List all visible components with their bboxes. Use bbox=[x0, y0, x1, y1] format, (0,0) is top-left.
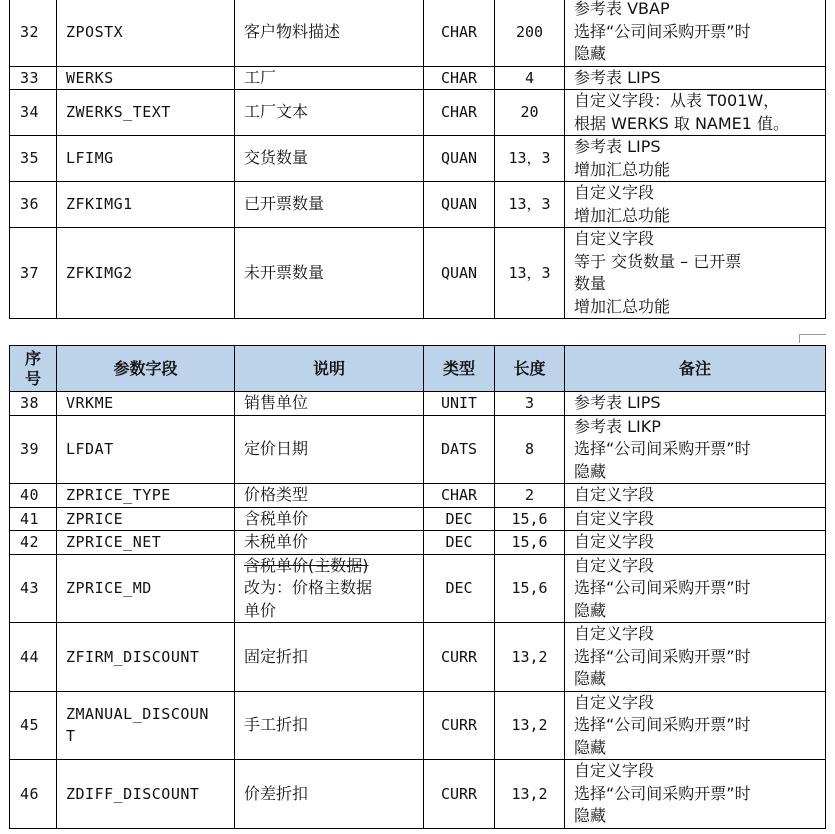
row-number: 35 bbox=[10, 136, 57, 182]
field-description bbox=[235, 760, 424, 829]
field-remark bbox=[565, 554, 826, 623]
field-name-line: ZMANUAL_DISCOUN bbox=[66, 704, 209, 723]
field-name bbox=[57, 691, 235, 760]
header-remark: 备注 bbox=[565, 346, 826, 392]
remark-line: 隐藏 bbox=[574, 44, 607, 63]
remark-line: 自定义字段 bbox=[574, 485, 655, 504]
field-remark bbox=[565, 415, 826, 484]
field-name-line: ZPRICE_MD bbox=[66, 579, 152, 597]
header-no: 序 号 bbox=[10, 346, 57, 392]
table-row bbox=[10, 0, 826, 66]
field-description bbox=[235, 507, 424, 531]
field-name-line: ZPRICE bbox=[66, 509, 124, 528]
field-description bbox=[235, 691, 424, 760]
remark-line: 参考表 LIPS bbox=[574, 67, 661, 87]
row-number: 33 bbox=[10, 66, 57, 90]
field-remark bbox=[565, 691, 826, 760]
field-description bbox=[235, 392, 424, 416]
field-name bbox=[57, 531, 235, 555]
field-table-part2 bbox=[9, 345, 826, 829]
field-length: 13,2 bbox=[495, 623, 565, 692]
header-type: 类型 bbox=[424, 346, 495, 392]
field-name bbox=[57, 623, 235, 692]
table-resize-mark bbox=[799, 334, 826, 343]
field-length: 15,6 bbox=[495, 507, 565, 531]
field-length: 15,6 bbox=[495, 554, 565, 623]
remark-line: 选择“公司间采购开票”时 bbox=[574, 439, 751, 458]
row-number: 32 bbox=[10, 0, 57, 66]
field-remark bbox=[565, 484, 826, 508]
remark-line: 隐藏 bbox=[574, 669, 607, 688]
field-name bbox=[57, 66, 235, 90]
field-name bbox=[57, 554, 235, 623]
field-description bbox=[235, 415, 424, 484]
remark-line: 参考表 LIPS bbox=[574, 137, 661, 156]
field-description bbox=[235, 90, 424, 136]
table-row bbox=[10, 484, 826, 508]
field-description bbox=[235, 228, 424, 319]
field-name-line: T bbox=[66, 727, 76, 746]
field-remark bbox=[565, 182, 826, 228]
field-remark bbox=[565, 0, 826, 66]
remark-line: 参考表 VBAP bbox=[574, 0, 670, 18]
field-length: 15,6 bbox=[495, 531, 565, 555]
remark-line: 自定义字段 bbox=[574, 532, 655, 551]
field-name-line: LFDAT bbox=[66, 440, 114, 458]
description-line: 未开票数量 bbox=[244, 262, 325, 282]
table-row bbox=[10, 507, 826, 531]
row-number: 43 bbox=[10, 554, 57, 623]
field-name bbox=[57, 484, 235, 508]
description-line: 价差折扣 bbox=[244, 783, 309, 803]
row-number: 45 bbox=[10, 691, 57, 760]
table-row bbox=[10, 623, 826, 692]
field-name-line: ZPRICE_TYPE bbox=[66, 486, 171, 504]
field-description bbox=[235, 136, 424, 182]
field-length: 2 bbox=[495, 484, 565, 508]
remark-line: 选择“公司间采购开票”时 bbox=[574, 578, 751, 597]
description-line: 销售单位 bbox=[244, 393, 309, 412]
remark-line: 隐藏 bbox=[574, 806, 607, 825]
field-remark bbox=[565, 66, 826, 90]
description-line: 工厂 bbox=[244, 67, 277, 87]
row-number: 42 bbox=[10, 531, 57, 555]
field-name-line: ZPRICE_NET bbox=[66, 533, 162, 551]
field-name bbox=[57, 90, 235, 136]
row-number: 46 bbox=[10, 760, 57, 829]
table-row bbox=[10, 415, 826, 484]
description-line: 含税单价 bbox=[244, 508, 309, 528]
field-type: DATS bbox=[424, 415, 495, 484]
remark-line: 选择“公司间采购开票”时 bbox=[574, 783, 751, 803]
description-line: 已开票数量 bbox=[244, 194, 325, 214]
field-name-line: WERKS bbox=[66, 68, 114, 87]
table-row bbox=[10, 691, 826, 760]
remark-line: 自定义字段 bbox=[574, 555, 655, 575]
description-line: 交货数量 bbox=[244, 148, 309, 168]
field-name-line: VRKME bbox=[66, 394, 114, 412]
header-desc: 说明 bbox=[235, 346, 424, 392]
row-number: 44 bbox=[10, 623, 57, 692]
remark-line: 等于 交货数量 – 已开票 bbox=[574, 251, 742, 271]
field-name bbox=[57, 136, 235, 182]
row-number: 36 bbox=[10, 182, 57, 228]
table-row bbox=[10, 182, 826, 228]
field-name bbox=[57, 415, 235, 484]
field-type: CURR bbox=[424, 623, 495, 692]
field-length: 4 bbox=[495, 66, 565, 90]
description-line: 固定折扣 bbox=[244, 646, 309, 666]
field-description bbox=[235, 182, 424, 228]
field-name-line: LFIMG bbox=[66, 149, 114, 168]
row-number: 37 bbox=[10, 228, 57, 319]
field-name-line: ZFIRM_DISCOUNT bbox=[66, 647, 200, 666]
header-length: 长度 bbox=[495, 346, 565, 392]
field-remark bbox=[565, 90, 826, 136]
field-name bbox=[57, 182, 235, 228]
remark-line: 隐藏 bbox=[574, 600, 607, 620]
field-name bbox=[57, 507, 235, 531]
field-type: CHAR bbox=[424, 90, 495, 136]
field-description bbox=[235, 484, 424, 508]
row-number: 41 bbox=[10, 507, 57, 531]
description-line: 价格类型 bbox=[244, 485, 309, 504]
header-field: 参数字段 bbox=[57, 346, 235, 392]
table-row bbox=[10, 760, 826, 829]
field-name-line: ZDIFF_DISCOUNT bbox=[66, 784, 200, 803]
field-length: 13，3 bbox=[495, 182, 565, 228]
field-remark bbox=[565, 531, 826, 555]
table-row bbox=[10, 228, 826, 319]
field-type: QUAN bbox=[424, 228, 495, 319]
description-line: 未税单价 bbox=[244, 532, 309, 551]
field-remark bbox=[565, 507, 826, 531]
remark-line: 自定义字段：从表 T001W， bbox=[574, 91, 780, 110]
remark-line: 自定义字段 bbox=[574, 508, 655, 528]
field-length: 13,2 bbox=[495, 760, 565, 829]
field-length: 13,2 bbox=[495, 691, 565, 760]
field-remark bbox=[565, 760, 826, 829]
field-length: 8 bbox=[495, 415, 565, 484]
field-length: 200 bbox=[495, 0, 565, 66]
remark-line: 隐藏 bbox=[574, 737, 607, 757]
field-type: CURR bbox=[424, 760, 495, 829]
field-type: DEC bbox=[424, 531, 495, 555]
row-number: 38 bbox=[10, 392, 57, 416]
field-name bbox=[57, 0, 235, 66]
field-type: QUAN bbox=[424, 136, 495, 182]
remark-line: 增加汇总功能 bbox=[574, 159, 671, 179]
field-type: CHAR bbox=[424, 0, 495, 66]
field-type: CHAR bbox=[424, 66, 495, 90]
description-line: 定价日期 bbox=[244, 439, 309, 458]
remark-line: 增加汇总功能 bbox=[574, 296, 671, 316]
remark-line: 数量 bbox=[574, 274, 607, 293]
row-number: 34 bbox=[10, 90, 57, 136]
field-type: UNIT bbox=[424, 392, 495, 416]
remark-line: 自定义字段 bbox=[574, 229, 655, 248]
field-description bbox=[235, 531, 424, 555]
field-name bbox=[57, 228, 235, 319]
field-name-line: ZPOSTX bbox=[66, 22, 124, 41]
description-line: 单价 bbox=[244, 600, 277, 620]
remark-line: 自定义字段 bbox=[574, 624, 655, 643]
field-name-line: ZFKIMG1 bbox=[66, 195, 133, 214]
table-header-row bbox=[10, 346, 826, 392]
description-line: 手工折扣 bbox=[244, 715, 309, 734]
field-type: DEC bbox=[424, 507, 495, 531]
remark-line: 自定义字段 bbox=[574, 183, 655, 202]
field-remark bbox=[565, 623, 826, 692]
row-number: 40 bbox=[10, 484, 57, 508]
table-row bbox=[10, 554, 826, 623]
field-description bbox=[235, 554, 424, 623]
field-type: CURR bbox=[424, 691, 495, 760]
table-row bbox=[10, 531, 826, 555]
table-row bbox=[10, 392, 826, 416]
remark-line: 选择“公司间采购开票”时 bbox=[574, 646, 751, 666]
remark-line: 增加汇总功能 bbox=[574, 205, 671, 225]
remark-line: 隐藏 bbox=[574, 461, 607, 481]
field-type: CHAR bbox=[424, 484, 495, 508]
remark-line: 根据 WERKS 取 NAME1 值。 bbox=[574, 113, 790, 133]
field-length: 3 bbox=[495, 392, 565, 416]
field-description bbox=[235, 0, 424, 66]
remark-line: 选择“公司间采购开票”时 bbox=[574, 715, 751, 734]
remark-line: 自定义字段 bbox=[574, 692, 655, 712]
field-description bbox=[235, 66, 424, 90]
remark-line: 选择“公司间采购开票”时 bbox=[574, 21, 751, 41]
field-name bbox=[57, 760, 235, 829]
remark-line: 自定义字段 bbox=[574, 761, 655, 780]
description-line: 工厂文本 bbox=[244, 102, 309, 122]
description-line: 改为：价格主数据 bbox=[244, 578, 373, 597]
struck-description: 含税单价(主数据) bbox=[244, 555, 369, 575]
table-row bbox=[10, 136, 826, 182]
description-line: 客户物料描述 bbox=[244, 21, 341, 41]
field-name-line: ZWERKS_TEXT bbox=[66, 103, 171, 122]
field-remark bbox=[565, 136, 826, 182]
field-length: 13，3 bbox=[495, 136, 565, 182]
field-name-line: ZFKIMG2 bbox=[66, 263, 133, 282]
field-description bbox=[235, 623, 424, 692]
field-type: QUAN bbox=[424, 182, 495, 228]
field-length: 13，3 bbox=[495, 228, 565, 319]
remark-line: 参考表 LIPS bbox=[574, 393, 661, 412]
remark-line: 参考表 LIKP bbox=[574, 416, 661, 436]
field-remark bbox=[565, 228, 826, 319]
row-number: 39 bbox=[10, 415, 57, 484]
table-row bbox=[10, 66, 826, 90]
field-name bbox=[57, 392, 235, 416]
field-remark bbox=[565, 392, 826, 416]
field-table-part1 bbox=[9, 0, 826, 319]
field-type: DEC bbox=[424, 554, 495, 623]
table-row bbox=[10, 90, 826, 136]
field-length: 20 bbox=[495, 90, 565, 136]
